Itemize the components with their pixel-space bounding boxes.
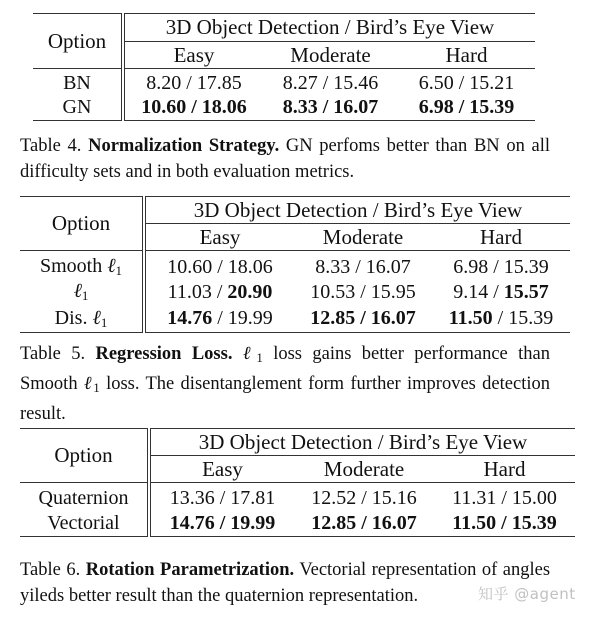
- table-row: [33, 94, 535, 121]
- header-hard: Hard: [398, 42, 535, 69]
- cell: 10.60 / 18.06: [123, 94, 263, 121]
- row-option: Quaternion: [20, 483, 149, 510]
- header-option: Option: [20, 197, 144, 251]
- cell: 8.33 / 16.07: [263, 94, 398, 121]
- cell: 8.27 / 15.46: [282, 72, 379, 95]
- header-group: 3D Object Detection / Bird’s Eye View: [144, 197, 570, 224]
- header-easy: Easy: [149, 456, 294, 483]
- header-option: Option: [33, 14, 123, 69]
- cell: 6.98 / 15.39: [398, 94, 535, 121]
- cell: 12.85 / 16.07: [294, 305, 432, 333]
- header-moderate: Moderate: [294, 456, 434, 483]
- cell: 14.76 / 19.99: [144, 305, 294, 333]
- cell: 8.20 / 17.85: [146, 72, 242, 95]
- watermark: 知乎 @agent: [478, 585, 576, 603]
- row-option: Smooth ℓ$_1$: [20, 251, 144, 279]
- cell: 11.03 / 20.90: [167, 280, 273, 303]
- table-4-caption: Table 4. Normalization Strategy. GN perfoms better than BN on all difficulty sets and in both evaluation metrics.: [20, 136, 551, 182]
- cell: 12.85 / 16.07: [294, 510, 434, 537]
- cell: 11.50 / 15.39: [432, 305, 570, 333]
- caption-title: Rotation Parametrization.: [85, 560, 295, 580]
- cell: 8.33 / 16.07: [315, 255, 411, 278]
- cell: 11.31 / 15.00: [452, 487, 557, 510]
- header-easy: Easy: [123, 42, 263, 69]
- table-row: [20, 279, 570, 305]
- caption-title: Regression Loss.: [95, 344, 233, 364]
- caption-title: Normalization Strategy.: [88, 136, 280, 156]
- cell: 10.60 / 18.06: [167, 255, 273, 278]
- table-row: [20, 483, 575, 510]
- table-4: [33, 13, 535, 121]
- cell: 14.76 / 19.99: [149, 510, 294, 537]
- header-group: 3D Object Detection / Bird’s Eye View: [123, 14, 535, 42]
- cell: 12.52 / 15.16: [311, 487, 417, 510]
- table-5-caption: Table 5. Regression Loss. ℓ$_1$ loss gains better performance than Smooth ℓ$_1$ loss. The disentanglement form further improves detection result.: [20, 344, 550, 424]
- row-option: Vectorial: [20, 510, 149, 537]
- table-row: [33, 69, 535, 94]
- header-option: Option: [20, 429, 149, 483]
- row-option: GN: [33, 94, 123, 121]
- table-row: [20, 305, 570, 333]
- header-group: 3D Object Detection / Bird’s Eye View: [149, 429, 575, 456]
- header-moderate: Moderate: [263, 42, 398, 69]
- table-6: [20, 428, 575, 537]
- row-option: ℓ$_1$: [20, 279, 144, 305]
- table-row: [20, 251, 570, 279]
- cell: 6.98 / 15.39: [453, 255, 549, 278]
- header-moderate: Moderate: [294, 224, 432, 251]
- table-row: [20, 510, 575, 537]
- cell: 13.36 / 17.81: [169, 487, 276, 510]
- row-option: BN: [33, 69, 123, 94]
- cell: 9.14 / 15.57: [453, 280, 549, 303]
- cell: 10.53 / 15.95: [310, 280, 416, 303]
- header-easy: Easy: [144, 224, 294, 251]
- cell: 6.50 / 15.21: [418, 72, 515, 95]
- header-hard: Hard: [432, 224, 570, 251]
- row-option: Dis. ℓ$_1$: [20, 305, 144, 333]
- header-hard: Hard: [434, 456, 575, 483]
- cell: 11.50 / 15.39: [434, 510, 575, 537]
- table-5: [20, 196, 570, 333]
- table-6-caption: Table 6. Rotation Parametrization. Vectorial representation of angles yileds better result than the quaternion representation.: [20, 560, 551, 606]
